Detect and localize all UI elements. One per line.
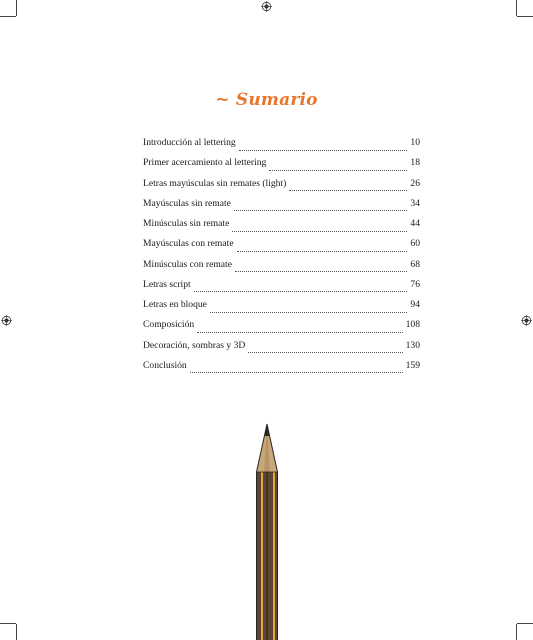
crop-mark-bottom-right-v xyxy=(516,624,517,640)
toc-entry xyxy=(143,178,420,198)
toc-entry xyxy=(143,259,420,279)
toc-entry-page: 10 xyxy=(410,137,420,148)
toc-entry-page: 130 xyxy=(405,339,420,351)
toc-entry-page: 159 xyxy=(405,359,420,371)
toc-entry-label: Letras script xyxy=(143,278,191,290)
table-of-contents xyxy=(143,137,420,380)
toc-leader-dots xyxy=(194,291,408,292)
toc-entry-label: Letras en bloque xyxy=(143,299,207,310)
toc-entry-page: 18 xyxy=(410,157,420,169)
toc-entry-page: 68 xyxy=(410,258,420,270)
crop-mark-bottom-right-h xyxy=(517,623,533,624)
crop-mark-bottom-left-h xyxy=(0,623,16,624)
crop-mark-top-right-v xyxy=(516,0,517,16)
toc-entry xyxy=(143,137,420,157)
toc-entry-label: Mayúsculas con remate xyxy=(143,238,234,250)
toc-leader-dots xyxy=(190,372,403,373)
crop-mark-top-left-v xyxy=(16,0,17,16)
toc-entry xyxy=(143,360,420,380)
toc-entry-page: 44 xyxy=(410,218,420,229)
toc-entry-label: Minúsculas sin remate xyxy=(143,218,230,229)
toc-entry-label: Mayúsculas sin remate xyxy=(143,197,231,209)
toc-entry xyxy=(143,319,420,339)
toc-entry-label: Composición xyxy=(143,319,195,331)
toc-entry-page: 94 xyxy=(410,299,420,310)
toc-entry xyxy=(143,218,420,238)
registration-mark-icon xyxy=(1,315,12,326)
toc-leader-dots xyxy=(234,210,407,211)
toc-leader-dots xyxy=(210,312,407,313)
toc-entry-label: Primer acercamiento al lettering xyxy=(143,157,267,169)
toc-leader-dots xyxy=(237,251,408,252)
toc-entry-label: Letras mayúsculas sin remates (light) xyxy=(143,177,287,189)
pencil-icon xyxy=(252,420,282,640)
registration-mark-icon xyxy=(261,1,272,12)
toc-entry-label: Conclusión xyxy=(143,359,187,371)
toc-entry-label: Minúsculas con remate xyxy=(143,258,232,270)
toc-leader-dots xyxy=(232,231,407,232)
toc-leader-dots xyxy=(239,150,408,151)
toc-entry xyxy=(143,198,420,218)
crop-mark-top-left-h xyxy=(0,16,16,17)
toc-leader-dots xyxy=(197,332,402,333)
toc-entry-page: 108 xyxy=(405,319,420,331)
toc-entry-label: Introducción al lettering xyxy=(143,137,236,148)
registration-mark-icon xyxy=(521,315,532,326)
toc-entry xyxy=(143,279,420,299)
toc-leader-dots xyxy=(269,170,407,171)
page-title: ~ Sumario xyxy=(215,90,318,110)
crop-mark-top-right-h xyxy=(517,16,533,17)
toc-entry-label: Decoración, sombras y 3D xyxy=(143,339,246,351)
toc-leader-dots xyxy=(248,352,402,353)
toc-entry-page: 60 xyxy=(410,238,420,250)
toc-entry xyxy=(143,157,420,177)
toc-leader-dots xyxy=(289,190,407,191)
toc-entry-page: 26 xyxy=(410,177,420,189)
toc-entry xyxy=(143,340,420,360)
toc-entry-page: 34 xyxy=(410,197,420,209)
toc-entry-page: 76 xyxy=(410,278,420,290)
toc-entry xyxy=(143,299,420,319)
crop-mark-bottom-left-v xyxy=(16,624,17,640)
toc-leader-dots xyxy=(235,271,407,272)
toc-entry xyxy=(143,238,420,258)
